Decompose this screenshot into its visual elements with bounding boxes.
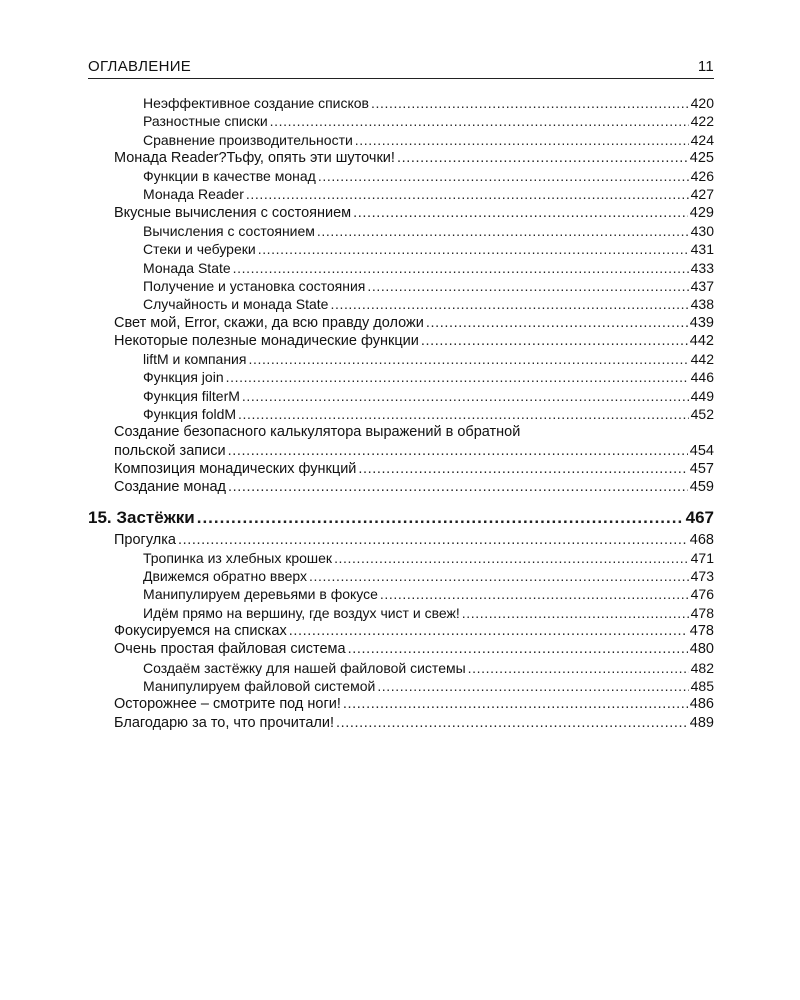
toc-entry (88, 131, 714, 149)
toc-entry-page: 478 (690, 604, 714, 621)
dot-leader (228, 478, 688, 496)
toc-entry-title: Фокусируемся на списках (114, 623, 287, 640)
page-number: 11 (697, 58, 714, 75)
toc-entry-title: Свет мой, Error, скажи, да всю правду доложи (114, 314, 424, 331)
dot-leader (238, 405, 689, 423)
dot-leader (377, 677, 688, 695)
toc-entry-title: 15. Застёжки (88, 507, 195, 527)
toc-entry (88, 659, 714, 677)
dot-leader (462, 604, 689, 622)
toc-entry-title: Функция foldM (143, 406, 237, 423)
toc-entry-page: 426 (690, 168, 714, 185)
toc-entry (88, 350, 714, 368)
toc-chapter-entry (88, 506, 714, 530)
dot-leader (178, 531, 688, 549)
toc-entry-page: 486 (689, 696, 714, 713)
toc-entry (88, 531, 714, 549)
toc-entry (88, 567, 714, 585)
toc-entry-title: Функция filterM (143, 387, 240, 404)
toc-entry-page: 454 (689, 442, 714, 459)
toc-entry-page: 430 (690, 223, 714, 240)
dot-leader (468, 659, 689, 677)
toc-entry (88, 622, 714, 640)
toc-entry (88, 332, 714, 350)
toc-entry-title-continued: польской записи (114, 442, 226, 459)
toc-entry (88, 185, 714, 203)
dot-leader (233, 259, 689, 277)
dot-leader (358, 460, 687, 478)
toc-entry (88, 549, 714, 567)
toc-entry (88, 240, 714, 258)
toc-entry-title: Вычисления с состоянием (143, 223, 315, 240)
toc-entry-title: Идём прямо на вершину, где воздух чист и свеж! (143, 604, 460, 621)
toc-entry (88, 423, 714, 460)
toc-entry-title: Манипулируем деревьями в фокусе (143, 586, 378, 603)
toc-entry-page: 468 (689, 531, 714, 548)
toc-entry-title: Создание безопасного калькулятора выражений в обратной (114, 424, 521, 441)
dot-leader (226, 368, 689, 386)
toc-entry (88, 640, 714, 658)
toc-entry-page: 459 (689, 479, 714, 496)
toc-entry (88, 460, 714, 478)
dot-leader (309, 567, 689, 585)
toc-entry-title: Композиция монадических функций (114, 460, 357, 477)
toc-entry-title: Неэффективное создание списков (143, 95, 369, 111)
toc-entry-page: 420 (690, 95, 714, 111)
toc-entry-title: Разностные списки (143, 113, 268, 130)
toc-entry-page: 429 (689, 204, 714, 221)
table-of-contents (88, 94, 714, 732)
toc-entry (88, 677, 714, 695)
toc-entry-page: 446 (690, 369, 714, 386)
dot-leader (336, 714, 688, 732)
toc-entry (88, 295, 714, 313)
dot-leader (242, 387, 689, 405)
toc-entry-title: Движемся обратно вверх (143, 568, 308, 585)
dot-leader (318, 167, 689, 185)
toc-entry-title: Манипулируем файловой системой (143, 677, 376, 694)
dot-leader (228, 442, 688, 460)
dot-leader (421, 332, 688, 350)
toc-entry-title: Тропинка из хлебных крошек (143, 549, 333, 566)
page-header (88, 58, 714, 75)
header-rule (88, 78, 714, 79)
toc-entry-title: Прогулка (114, 531, 176, 548)
toc-entry-page: 438 (690, 296, 714, 313)
toc-entry-page: 433 (690, 259, 714, 276)
dot-leader (380, 585, 689, 603)
toc-entry-page: 437 (690, 277, 714, 294)
dot-leader (353, 204, 688, 222)
toc-entry (88, 405, 714, 423)
toc-entry-page: 473 (690, 568, 714, 585)
dot-leader (197, 506, 684, 530)
toc-entry-title: Сравнение производительности (143, 131, 353, 148)
toc-entry-page: 482 (690, 659, 714, 676)
toc-entry-title: Очень простая файловая система (114, 641, 346, 658)
dot-leader (348, 640, 688, 658)
dot-leader (355, 131, 689, 149)
toc-entry-title: Получение и установка состояния (143, 277, 366, 294)
toc-entry (88, 314, 714, 332)
toc-entry-page: 489 (689, 714, 714, 731)
toc-entry-page: 442 (689, 332, 714, 349)
toc-entry (88, 478, 714, 496)
toc-entry-page: 485 (690, 677, 714, 694)
toc-entry-title: Функция join (143, 369, 224, 386)
toc-entry (88, 112, 714, 130)
toc-entry-page: 467 (685, 507, 714, 527)
toc-entry (88, 585, 714, 603)
toc-entry (88, 167, 714, 185)
toc-entry (88, 149, 714, 167)
toc-entry (88, 714, 714, 732)
toc-entry-title: Благодарю за то, что прочитали! (114, 714, 334, 731)
dot-leader (371, 94, 689, 112)
dot-leader (258, 240, 689, 258)
dot-leader (330, 295, 688, 313)
dot-leader (246, 185, 689, 203)
toc-entry-page: 478 (689, 623, 714, 640)
dot-leader (343, 695, 688, 713)
dot-leader (289, 622, 688, 640)
dot-leader (317, 222, 689, 240)
toc-entry-page: 439 (689, 314, 714, 331)
toc-entry-page: 476 (690, 586, 714, 603)
dot-leader (367, 277, 688, 295)
toc-entry-title: Осторожнее – смотрите под ноги! (114, 696, 341, 713)
dot-leader (270, 112, 689, 130)
toc-entry-page: 449 (690, 387, 714, 404)
toc-entry-page: 422 (690, 113, 714, 130)
toc-entry-page: 457 (689, 460, 714, 477)
toc-entry-title: Монада Reader (143, 186, 244, 203)
toc-entry (88, 94, 714, 112)
toc-entry-page: 431 (690, 241, 714, 258)
toc-entry (88, 387, 714, 405)
toc-entry-title: Функции в качестве монад (143, 168, 316, 185)
toc-entry-page: 442 (690, 351, 714, 368)
toc-entry-title: Монада Reader?Тьфу, опять эти шуточки! (114, 149, 395, 166)
toc-entry (88, 695, 714, 713)
toc-entry (88, 222, 714, 240)
toc-entry-title: Случайность и монада State (143, 296, 329, 313)
toc-entry-page: 425 (689, 149, 714, 166)
toc-entry-page: 427 (690, 186, 714, 203)
toc-entry (88, 604, 714, 622)
toc-entry-page: 424 (690, 131, 714, 148)
toc-entry-title: Создаём застёжку для нашей файловой системы (143, 659, 466, 676)
toc-entry-page: 452 (690, 406, 714, 423)
toc-entry-title: Создание монад (114, 479, 226, 496)
toc-entry (88, 204, 714, 222)
toc-entry-title: Вкусные вычисления с состоянием (114, 204, 352, 221)
toc-entry (88, 368, 714, 386)
toc-entry-title: Стеки и чебуреки (143, 241, 256, 258)
toc-entry-page: 480 (689, 641, 714, 658)
dot-leader (248, 350, 688, 368)
toc-entry-page: 471 (690, 549, 714, 566)
dot-leader (334, 549, 689, 567)
toc-entry-title: Монада State (143, 259, 231, 276)
dot-leader (397, 149, 688, 167)
toc-entry-title: liftM и компания (143, 351, 247, 368)
running-title: ОГЛАВЛЕНИЕ (88, 58, 192, 75)
toc-entry (88, 277, 714, 295)
toc-entry-title: Некоторые полезные монадические функции (114, 332, 419, 349)
toc-entry (88, 259, 714, 277)
dot-leader (426, 314, 688, 332)
